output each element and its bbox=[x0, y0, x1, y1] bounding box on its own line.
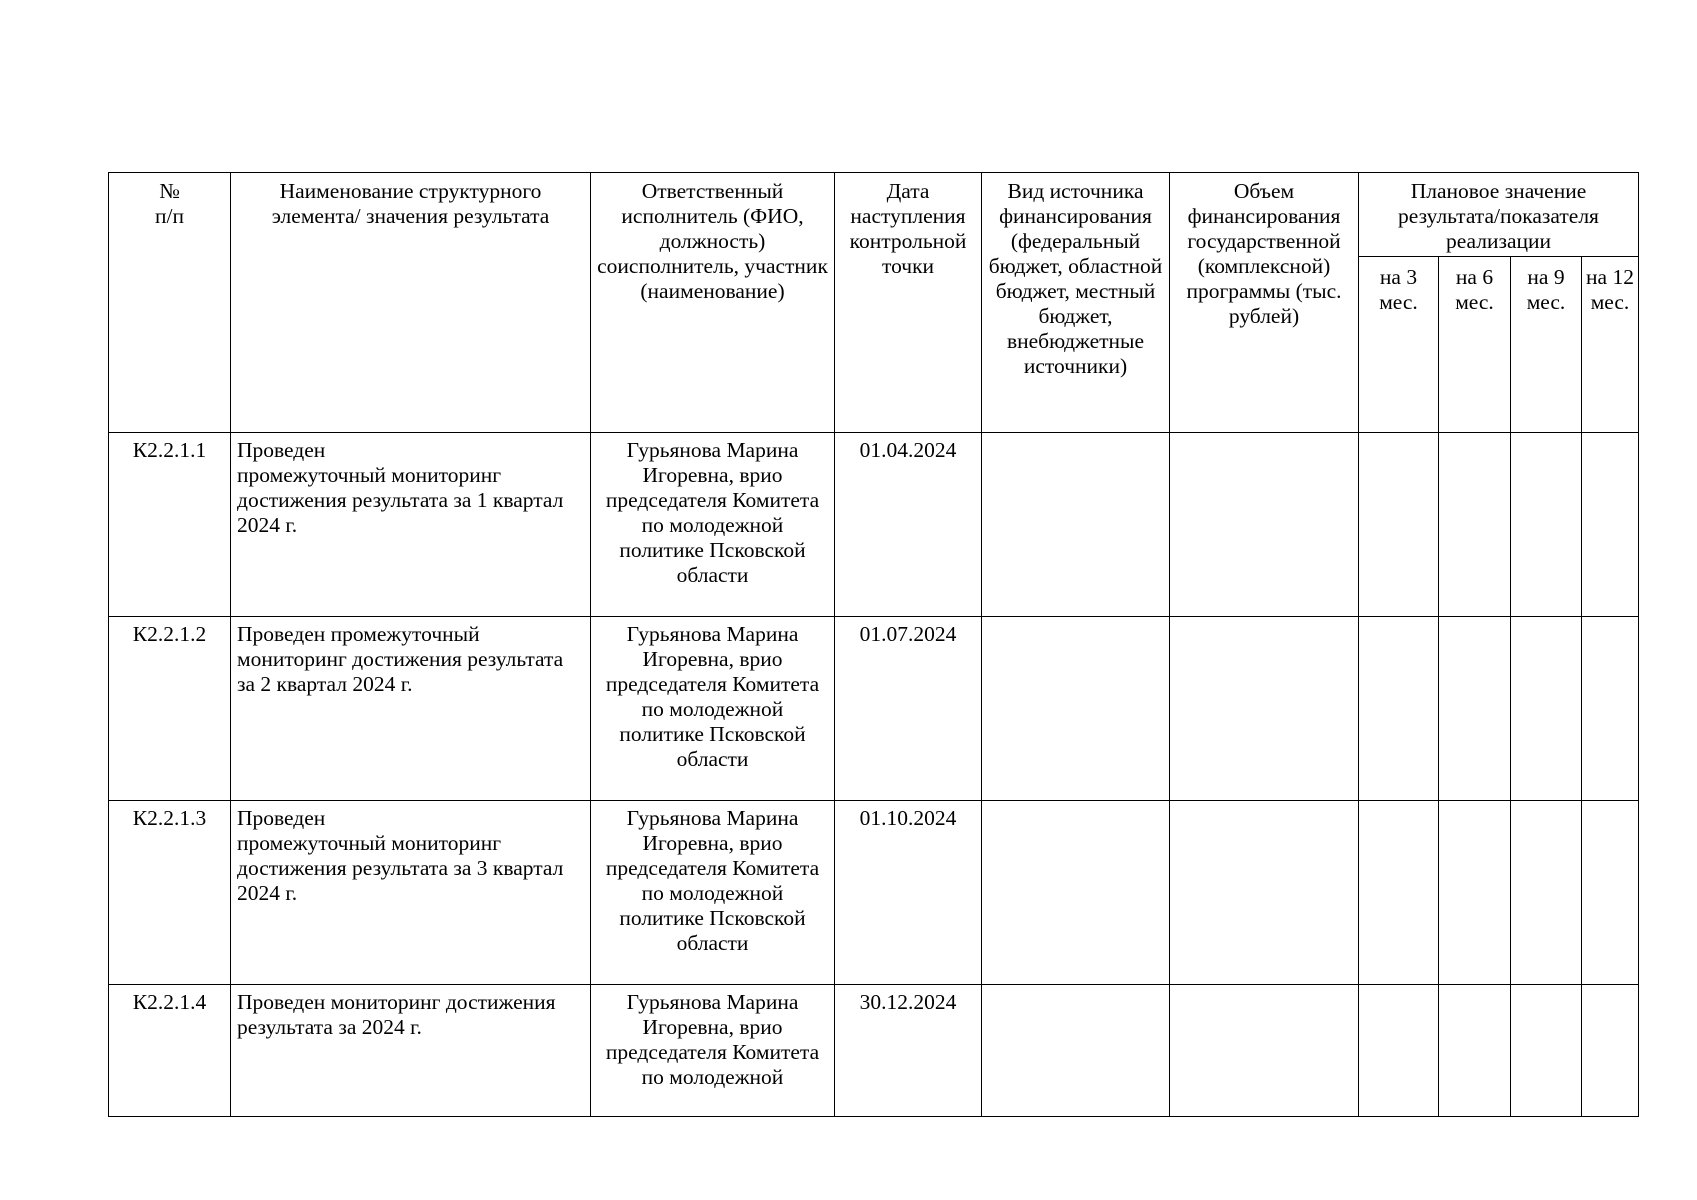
row-responsible: Гурьянова Марина Игоревна, врио председателя Комитета по молодежной политике Псковской области bbox=[591, 433, 835, 617]
row-volume bbox=[1170, 433, 1359, 617]
row-plan-6m bbox=[1439, 985, 1511, 1117]
row-date: 30.12.2024 bbox=[835, 985, 982, 1117]
table-row bbox=[109, 617, 1639, 801]
row-date: 01.10.2024 bbox=[835, 801, 982, 985]
row-responsible: Гурьянова Марина Игоревна, врио председателя Комитета по молодежной политике Псковской области bbox=[591, 617, 835, 801]
table-row bbox=[109, 433, 1639, 617]
row-responsible: Гурьянова Марина Игоревна, врио председателя Комитета по молодежной политике Псковской области bbox=[591, 801, 835, 985]
row-plan-6m bbox=[1439, 433, 1511, 617]
header-num: № п/п bbox=[109, 173, 231, 433]
row-num: К2.2.1.2 bbox=[109, 617, 231, 801]
row-plan-12m bbox=[1582, 617, 1639, 801]
row-responsible bbox=[591, 985, 835, 1117]
table-row bbox=[109, 985, 1639, 1117]
row-num: К2.2.1.4 bbox=[109, 985, 231, 1117]
row-plan-3m bbox=[1359, 801, 1439, 985]
header-volume: Объем финансирования государственной (комплексной) программы (тыс. рублей) bbox=[1170, 173, 1359, 433]
control-points-table bbox=[108, 172, 1639, 1117]
row-plan-6m bbox=[1439, 801, 1511, 985]
header-plan-9m: на 9 мес. bbox=[1511, 257, 1582, 433]
row-volume bbox=[1170, 985, 1359, 1117]
row-plan-9m bbox=[1511, 985, 1582, 1117]
row-plan-9m bbox=[1511, 617, 1582, 801]
row-plan-9m bbox=[1511, 433, 1582, 617]
row-plan-12m bbox=[1582, 801, 1639, 985]
header-source: Вид источника финансирования (федеральный бюджет, областной бюджет, местный бюджет, внебюджетные источники) bbox=[982, 173, 1170, 433]
table-body bbox=[109, 433, 1639, 1117]
row-source bbox=[982, 617, 1170, 801]
row-volume bbox=[1170, 617, 1359, 801]
row-name: Проведен промежуточный мониторинг достижения результата за 2 квартал 2024 г. bbox=[231, 617, 591, 801]
row-date: 01.04.2024 bbox=[835, 433, 982, 617]
header-name: Наименование структурного элемента/ значения результата bbox=[231, 173, 591, 433]
row-plan-3m bbox=[1359, 617, 1439, 801]
row-plan-3m bbox=[1359, 985, 1439, 1117]
row-plan-6m bbox=[1439, 617, 1511, 801]
header-responsible: Ответственный исполнитель (ФИО, должность) соисполнитель, участник (наименование) bbox=[591, 173, 835, 433]
table-header bbox=[109, 173, 1639, 433]
row-volume bbox=[1170, 801, 1359, 985]
row-name: Проведен мониторинг достижения результата за 2024 г. bbox=[231, 985, 591, 1117]
row-name: Проведен промежуточный мониторинг достижения результата за 3 квартал 2024 г. bbox=[231, 801, 591, 985]
row-source bbox=[982, 985, 1170, 1117]
header-plan-6m: на 6 мес. bbox=[1439, 257, 1511, 433]
header-plan-12m: на 12 мес. bbox=[1582, 257, 1639, 433]
table-row bbox=[109, 801, 1639, 985]
header-plan: Плановое значение результата/показателя реализации bbox=[1359, 173, 1639, 257]
row-num: К2.2.1.3 bbox=[109, 801, 231, 985]
row-source bbox=[982, 801, 1170, 985]
row-plan-12m bbox=[1582, 433, 1639, 617]
header-date: Дата наступления контрольной точки bbox=[835, 173, 982, 433]
row-plan-9m bbox=[1511, 801, 1582, 985]
row-responsible-text: Гурьянова Марина Игоревна, врио председателя Комитета по молодежной bbox=[605, 990, 820, 1089]
row-plan-12m bbox=[1582, 985, 1639, 1117]
header-plan-3m: на 3 мес. bbox=[1359, 257, 1439, 433]
row-num: К2.2.1.1 bbox=[109, 433, 231, 617]
row-plan-3m bbox=[1359, 433, 1439, 617]
row-date: 01.07.2024 bbox=[835, 617, 982, 801]
row-source bbox=[982, 433, 1170, 617]
row-name: Проведен промежуточный мониторинг достижения результата за 1 квартал 2024 г. bbox=[231, 433, 591, 617]
